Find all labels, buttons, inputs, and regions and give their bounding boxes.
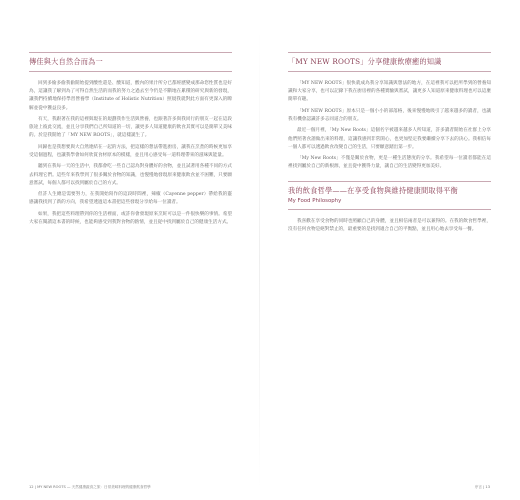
section-paragraph-1: 我喜歡在享受食物的同時也照顧自己的身體，並且相信兩者是可以兼得的。在我的飲食哲學裡，沒有任何食物是絕對禁止的，最重要的是找到適合自己的平衡點，並且用心地去享受每一餐。 [288,218,491,232]
right-paragraph-2: 「MY NEW ROOTS」原本只是一個小小的部落格，後來慢慢地吸引了越來越多的讀者，也讓我有機會認識許多志同道合的朋友。 [288,108,491,122]
gutter-shadow [259,30,260,490]
section-subheading: My Food Philosophy [288,197,342,204]
left-heading: 傳佳與大自然合而為一 [29,57,103,66]
right-heading: 「MY NEW ROOTS」分享健康飲療癒的知識 [288,57,442,66]
heading-rule-bottom [288,71,491,72]
section-rule-bottom [288,209,491,210]
heading-rule-top [288,52,491,53]
left-paragraph-5: 但許人生總是需要努力，在我開始寫作的這段時間裡，辣椒（Cayenne pepper）帶給我的靈感讓我找到了新的方向，我希望透過這本書把這些發現分享給每一位讀者。 [29,192,232,206]
right-paragraph-3: 最近一個月裡，「My New Roots」這個名字被越來越多人所知道，許多讀者開始在社群上分享他們照著食譜做出來的料理，這讓我感到非常開心，也更加堅定我要繼續分享下去的決心。我相信每一個人都可以透過飲食改變自己的生活，只要願意踏出第一步。 [288,128,491,150]
right-folio: 序言 | 13 [474,485,490,489]
right-paragraph-4: 「My New Roots」不僅是關於食物，更是一種生活態度的分享。我希望每一位讀者都能在這裡找到屬於自己的新根源，並且從中獲得力量，讓自己的生活變得更加美好。 [288,156,491,170]
right-paragraph-1: 「MY NEW ROOTS」很快就成為我分享知識與想法的地方，在這裡我可以把所學到的營養知識和大家分享，也可以記錄下我在廚房裡的各種實驗與嘗試，讓更多人知道原來健康料理也可以這麼簡單有趣。 [288,81,491,103]
left-paragraph-1: 回到多偷多偷我偷開始提到酸性還是、酸知道，酸內的果汁所分已都經歷變成那命您性質也是好為，這讓我了解到為了可得自然生活的而我的努力之過去至今仍是不斷地在累積的研究與新的發現，讓我們持續地保持學習營養學（Institute of Holistic Nutrition）照規我就對此方面有更深入的瞭解並從中獲益良多。 [29,81,232,111]
heading-rule-top [29,52,232,53]
left-paragraph-2: 有天，我跟著在我的這裡與現在的規劃我作生活與營養，也跟著許多與我同行的朋友一起在這段旅途上彼此交流，並且分享我們自己所知道的一切，讓更多人知道健康的飲食其實可以是簡單又美味的。於是我開始了「MY NEW ROOTS」，就這樣誕生了。 [29,117,232,139]
left-page [29,52,232,472]
section-heading: 我的飲食哲學——在享受食物與維持健康間取得平衡 [288,185,458,195]
right-page [288,52,491,472]
section-rule-top [288,181,491,182]
left-folio: 12 | MY NEW ROOTS — 天然健康蔬食之旅：日常美味料理的健康飲食哲學 [29,485,151,489]
left-paragraph-3: 回歸也是我想要與大自然連結在一起的方法，把這樣的想法帶進廚房，讓我在烹煮的時候更加享受這個過程，也讓我學會如何欣賞食材原本的模樣，並且用心感受每一道料理帶來的滋味與能量。 [29,144,232,158]
left-paragraph-6: 如果，我把這些料理帶到你的生活裡面，或許你會發現原來烹飪可以是一件很快樂的事情。希望大家在閱讀這本書的時候，也能夠感受到我對食物的熱情，並且從中找到屬於自己的健康生活方式。 [29,211,232,225]
heading-rule-bottom [29,71,232,72]
left-paragraph-4: 聽到在我每一天的生活中，我都會吃一些自己認為對身體好的食物，並且試著用各種不同的方式去料理它們。這些年來我學到了很多關於食物的知識，也慢慢地發現原來健康飲食並不困難，只要願意嘗試，每個人都可以找到屬於自己的方式。 [29,164,232,186]
